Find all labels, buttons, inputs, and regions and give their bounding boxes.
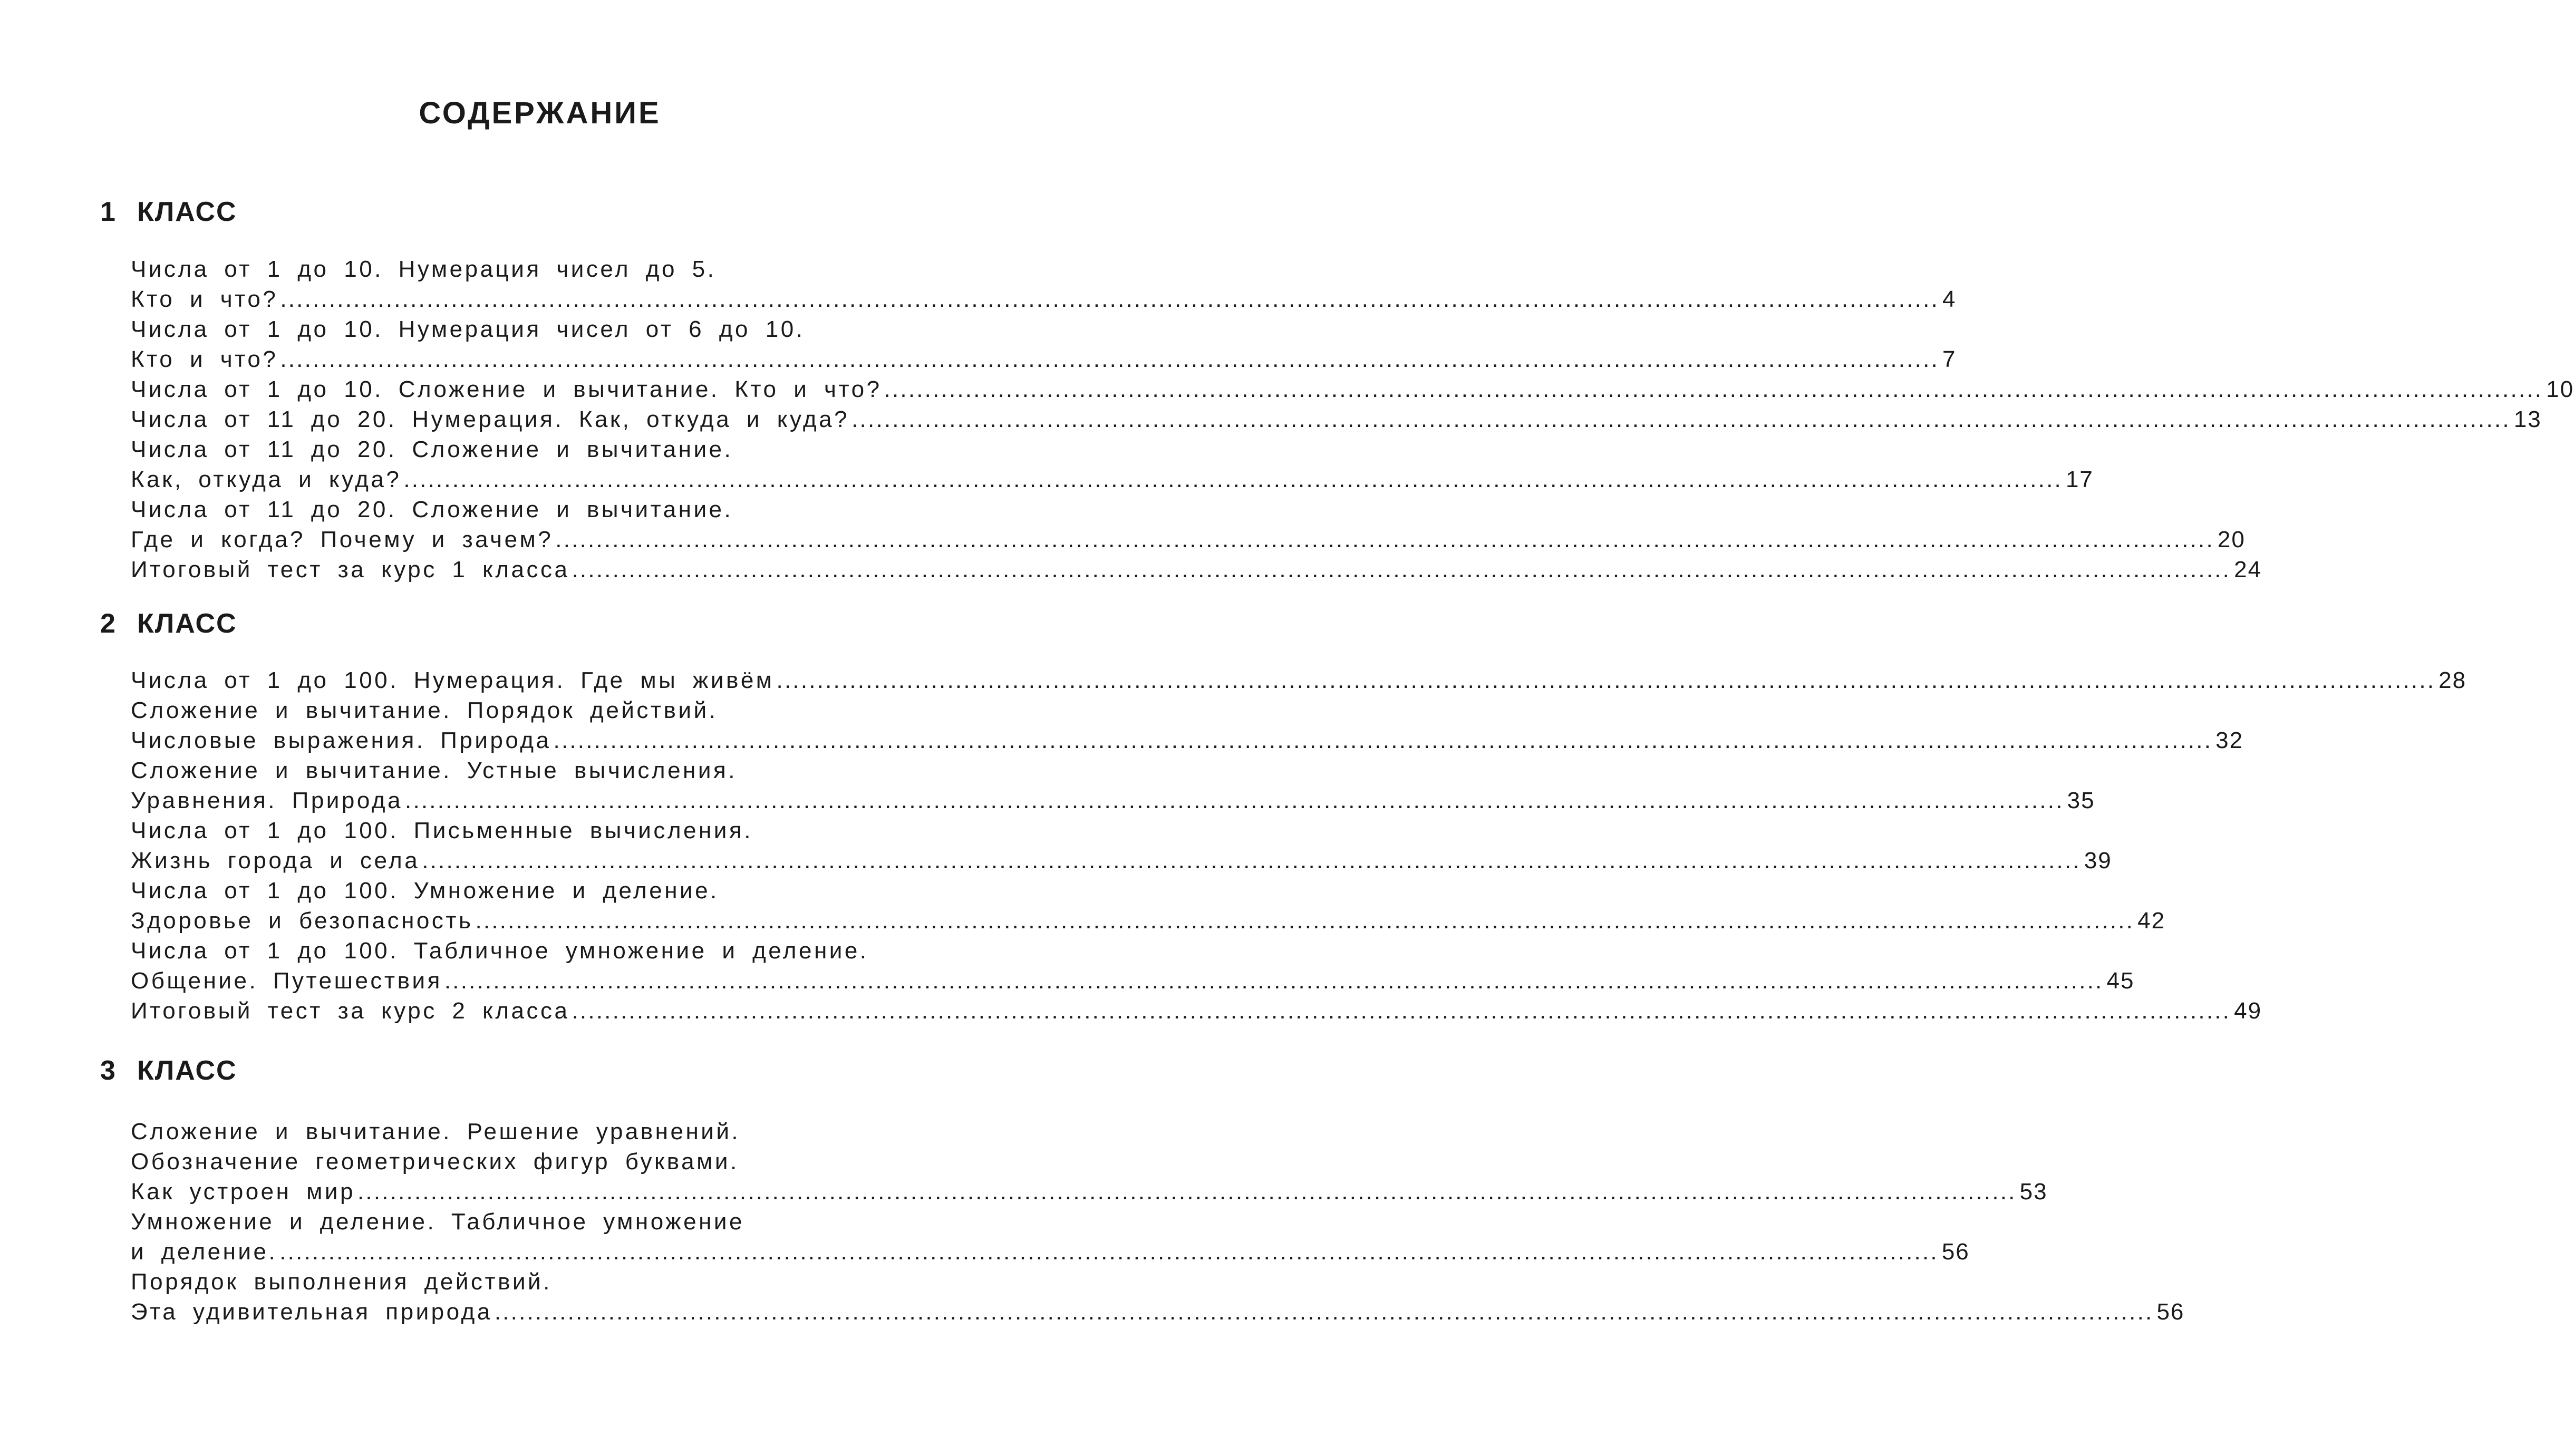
toc-entry-line [131, 665, 2467, 695]
toc-entry [131, 816, 2112, 876]
toc-entry-text: Как, откуда и куда? [131, 467, 402, 492]
toc-entry [131, 555, 2262, 585]
toc-entry-text: Как устроен мир [131, 1179, 355, 1205]
toc-entry [131, 404, 2542, 434]
toc-entry-line [131, 936, 993, 966]
toc-entry-text: Кто и что? [131, 346, 278, 372]
dot-leader: ............................................................................................................................................................................................................ [572, 998, 2231, 1024]
toc-entry-line [131, 1237, 1970, 1267]
toc-entry-line [131, 1207, 993, 1237]
toc-entry-text: Сложение и вычитание. Решение уравнений. [131, 1119, 741, 1144]
toc-entry-text: Итоговый тест за курс 1 класса [131, 557, 570, 583]
dot-leader: ............................................................................................................................................................................................................ [776, 667, 2436, 693]
toc-entry [131, 665, 2467, 695]
toc-list-grade-2 [131, 665, 2467, 1026]
page-number: 10 [2546, 376, 2574, 402]
dot-leader: ............................................................................................................................................................................................................ [280, 286, 1939, 312]
toc-entry-text: Эта удивительная природа [131, 1299, 492, 1325]
toc-entry-text: Умножение и деление. Табличное умножение [131, 1209, 744, 1235]
section-number: 2 [100, 608, 117, 639]
dot-leader: ............................................................................................................................................................................................................ [555, 527, 2214, 552]
toc-entry-line [131, 816, 993, 846]
toc-entry-line [131, 846, 2112, 876]
dot-leader: ............................................................................................................................................................................................................ [553, 727, 2213, 753]
toc-entry [131, 494, 2246, 555]
toc-entry-text: Жизнь города и села [131, 848, 420, 873]
toc-entry-line [131, 996, 2262, 1026]
toc-entry-line [131, 494, 993, 525]
toc-entry [131, 755, 2095, 816]
toc-entry-text: Общение. Путешествия [131, 968, 442, 994]
toc-entry-line [131, 314, 993, 344]
page-number: 17 [2065, 467, 2094, 492]
page-number: 13 [2513, 406, 2542, 432]
toc-entry [131, 1267, 2185, 1327]
toc-entry-text: Числовые выражения. Природа [131, 727, 551, 753]
page-title: СОДЕРЖАНИЕ [419, 96, 661, 130]
toc-entry [131, 996, 2262, 1026]
toc-entry-text: Сложение и вычитание. Порядок действий. [131, 697, 718, 723]
toc-entry-text: Сложение и вычитание. Устные вычисления. [131, 758, 737, 783]
toc-entry-text: Числа от 11 до 20. Сложение и вычитание. [131, 436, 733, 462]
page-number: 56 [1941, 1239, 1970, 1265]
dot-leader: ............................................................................................................................................................................................................ [280, 346, 1939, 372]
toc-entry-text: Числа от 1 до 100. Нумерация. Где мы живём [131, 667, 775, 693]
section-heading-grade-1 [100, 196, 237, 228]
toc-entry-line [131, 1117, 993, 1147]
toc-entry-line [131, 785, 2095, 816]
toc-entry-text: Числа от 1 до 100. Умножение и деление. [131, 878, 719, 904]
toc-entry [131, 695, 2244, 755]
toc-entry-text: Итоговый тест за курс 2 класса [131, 998, 570, 1024]
page-number: 45 [2106, 968, 2135, 994]
page-number: 20 [2217, 527, 2246, 552]
toc-entry-text: Числа от 11 до 20. Сложение и вычитание. [131, 497, 733, 522]
dot-leader: ............................................................................................................................................................................................................ [884, 376, 2543, 402]
page-number: 39 [2084, 848, 2112, 873]
page-number: 53 [2019, 1179, 2048, 1205]
toc-entry-text: Числа от 1 до 100. Табличное умножение и деление. [131, 938, 869, 964]
toc-entry-line [131, 284, 1957, 314]
dot-leader: ............................................................................................................................................................................................................ [279, 1239, 1939, 1265]
toc-entry [131, 936, 2135, 996]
dot-leader: ............................................................................................................................................................................................................ [494, 1299, 2154, 1325]
toc-entry-text: Числа от 1 до 10. Нумерация чисел от 6 до 10. [131, 316, 805, 342]
toc-entry [131, 254, 1957, 314]
toc-entry [131, 876, 2166, 936]
toc-entry-line [131, 434, 993, 464]
toc-entry-text: Числа от 1 до 10. Сложение и вычитание. Кто и что? [131, 376, 882, 402]
toc-entry [131, 374, 2574, 404]
toc-entry-text: Где и когда? Почему и зачем? [131, 527, 554, 552]
toc-entry-text: Кто и что? [131, 286, 278, 312]
toc-entry-text: Порядок выполнения действий. [131, 1269, 552, 1295]
page-number: 28 [2438, 667, 2467, 693]
dot-leader: ............................................................................................................................................................................................................ [572, 557, 2231, 583]
toc-entry-line [131, 254, 993, 284]
page-number: 24 [2234, 557, 2262, 583]
dot-leader: ............................................................................................................................................................................................................ [475, 908, 2135, 934]
toc-entry-text: Числа от 11 до 20. Нумерация. Как, откуда и куда? [131, 406, 850, 432]
toc-entry-line [131, 755, 993, 785]
section-number: 3 [100, 1055, 117, 1086]
dot-leader: ............................................................................................................................................................................................................ [403, 467, 2063, 492]
section-label: КЛАСС [137, 608, 237, 639]
toc-entry [131, 434, 2094, 494]
dot-leader: ............................................................................................................................................................................................................ [851, 406, 2511, 432]
dot-leader: ............................................................................................................................................................................................................ [357, 1179, 2017, 1205]
toc-entry-line [131, 464, 2094, 494]
page-number: 42 [2137, 908, 2166, 934]
section-label: КЛАСС [137, 1055, 237, 1086]
toc-entry-text: Уравнения. Природа [131, 788, 403, 813]
page-number: 4 [1942, 286, 1957, 312]
toc-entry-line [131, 876, 993, 906]
dot-leader: ............................................................................................................................................................................................................ [422, 848, 2081, 873]
section-heading-grade-3 [100, 1055, 237, 1086]
dot-leader: ............................................................................................................................................................................................................ [405, 788, 2064, 813]
dot-leader: ............................................................................................................................................................................................................ [444, 968, 2104, 994]
toc-entry-line [131, 1177, 2048, 1207]
toc-entry-line [131, 695, 993, 725]
section-number: 1 [100, 197, 117, 227]
page-number: 32 [2215, 727, 2244, 753]
toc-entry-line [131, 404, 2542, 434]
toc-list-grade-1 [131, 254, 2574, 585]
toc-entry-text: Числа от 1 до 10. Нумерация чисел до 5. [131, 256, 717, 282]
toc-entry-text: и деление. [131, 1239, 278, 1265]
page-number: 49 [2234, 998, 2262, 1024]
toc-entry-text: Обозначение геометрических фигур буквами. [131, 1149, 739, 1174]
toc-entry [131, 314, 1957, 374]
toc-entry-text: Числа от 1 до 100. Письменные вычисления. [131, 818, 753, 843]
page-number: 56 [2156, 1299, 2185, 1325]
toc-entry-line [131, 374, 2574, 404]
toc-entry-line [131, 1267, 993, 1297]
toc-entry-line [131, 725, 2244, 755]
page-number: 7 [1942, 346, 1957, 372]
toc-entry-line [131, 344, 1957, 374]
toc-entry [131, 1117, 2048, 1207]
toc-entry-line [131, 906, 2166, 936]
toc-entry-line [131, 555, 2262, 585]
toc-entry-line [131, 966, 2135, 996]
toc-entry-line [131, 1147, 993, 1177]
toc-entry-line [131, 525, 2246, 555]
section-label: КЛАСС [137, 197, 237, 227]
toc-entry-line [131, 1297, 2185, 1327]
page-number: 35 [2067, 788, 2095, 813]
toc-entry [131, 1207, 1970, 1267]
section-heading-grade-2 [100, 608, 237, 639]
toc-entry-text: Здоровье и безопасность [131, 908, 473, 934]
toc-list-grade-3 [131, 1117, 2185, 1327]
